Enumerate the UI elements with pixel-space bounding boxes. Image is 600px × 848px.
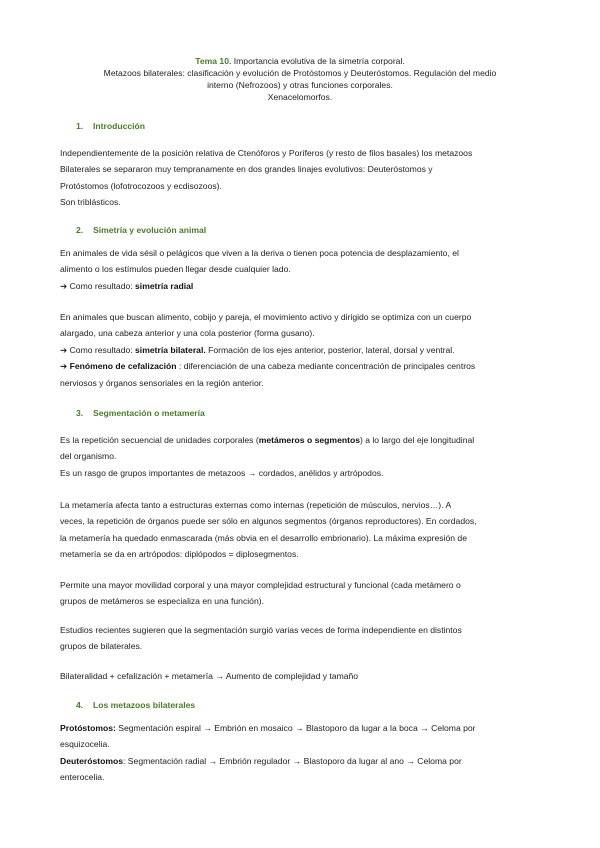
- paragraph-line: La metamería afecta tanto a estructuras externas como internas (repetición de músculos, nervios…). A: [60, 500, 452, 510]
- section-heading-segmentacion: [76, 405, 205, 421]
- header-line-4: Xenacelomorfos.: [267, 92, 333, 102]
- definition-line: [60, 432, 550, 448]
- section-heading-simetria: [76, 222, 206, 238]
- deuterostomos-line: [60, 753, 550, 769]
- definition-bold: metámeros o segmentos: [258, 435, 360, 445]
- paragraph-line: nerviosos y órganos sensoriales en la región anterior.: [60, 377, 264, 388]
- section-number: 2.: [76, 225, 84, 235]
- section-3-body-e: [60, 668, 550, 684]
- result-prefix: ➔ Como resultado:: [60, 344, 136, 355]
- section-title: Segmentación o metamería: [93, 408, 205, 418]
- section-2-body-b: [60, 309, 550, 391]
- definition-a: Es la repetición secuencial de unidades corporales (: [60, 435, 259, 445]
- section-2-body-a: [60, 245, 550, 294]
- paragraph-line: esquizocelia.: [60, 739, 110, 750]
- section-3-body-b: [60, 497, 550, 563]
- section-number: 1.: [76, 121, 84, 131]
- section-title: Simetría y evolución animal: [93, 225, 207, 235]
- deuterostomos-text: : Segmentación radial → Embrión regulador → Blastoporo da lugar al ano → Celoma por: [123, 755, 462, 766]
- definition-b: ) a lo largo del eje longitudinal: [359, 435, 475, 445]
- paragraph-line: alimento o los estímulos pueden llegar desde cualquier lado.: [60, 264, 291, 275]
- protostomos-label: Protóstomos:: [60, 723, 116, 733]
- header-line-3: interno (Nefrozoos) y otras funciones corporales.: [207, 80, 393, 90]
- section-number: 4.: [76, 700, 84, 710]
- paragraph-line: grupos de bilaterales.: [60, 641, 143, 652]
- paragraph-line: la metamería ha quedado enmascarada (más obvia en el desarrollo embrionario). La máxima expresión de: [60, 532, 467, 543]
- paragraph-line: metamería se da en artrópodos: diplópodos = diplosegmentos.: [60, 549, 299, 560]
- result-prefix: ➔ Como resultado:: [60, 280, 136, 291]
- result-rest: Formación de los ejes anterior, posterior, lateral, dorsal y ventral.: [205, 344, 455, 355]
- deuterostomos-label: Deuteróstomos: [60, 755, 124, 766]
- header-title-line: [40, 55, 560, 67]
- section-heading-introduccion: [76, 118, 145, 134]
- header-line-2: Metazoos bilaterales: clasificación y evolución de Protóstomos y Deuteróstomos. Regulación del medio: [103, 68, 497, 78]
- paragraph-line: Es un rasgo de grupos importantes de metazoos → cordados, anélidos y artrópodos.: [60, 467, 384, 478]
- paragraph-line: alargado, una cabeza anterior y una cola posterior (forma gusano).: [60, 328, 315, 339]
- paragraph-line: veces, la repetición de órganos puede ser sólo en algunos segmentos (órganos reproductores). En cordados,: [60, 516, 477, 527]
- section-4-body: [60, 720, 550, 786]
- paragraph-line: Independientemente de la posición relativa de Ctenóforos y Poríferos (y resto de filos basales) los metazoos: [60, 148, 473, 158]
- paragraph-line: En animales de vida sésil o pelágicos que viven a la deriva o tienen poca potencia de desplazamiento, el: [60, 248, 459, 258]
- tema-label: Tema 10.: [195, 56, 232, 66]
- paragraph-line: Estudios recientes sugieren que la segmentación surgió varias veces de forma independiente en distintos: [60, 625, 462, 635]
- section-3-body-c: [60, 577, 550, 610]
- paragraph-line: enterocelia.: [60, 772, 105, 783]
- protostomos-line: [60, 720, 550, 736]
- section-title: Los metazoos bilaterales: [93, 700, 196, 710]
- paragraph-line: En animales que buscan alimento, cobijo y pareja, el movimiento activo y dirigido se optimiza con un cuerpo: [60, 312, 472, 322]
- section-heading-bilaterales: [76, 697, 195, 713]
- result-radial: [60, 278, 550, 294]
- header-title: Importancia evolutiva de la simetría corporal.: [231, 56, 405, 66]
- paragraph-line: Bilaterales se separaron muy tempranamente en dos grandes linajes evolutivos: Deuteróstomos y: [60, 164, 433, 175]
- section-title: Introducción: [93, 121, 146, 131]
- section-number: 3.: [76, 408, 84, 418]
- cefalizacion-bold: ➔ Fenómeno de cefalización: [60, 361, 177, 372]
- section-3-body-a: [60, 432, 550, 481]
- cefalizacion-line: [60, 358, 550, 374]
- paragraph-line: Bilateralidad + cefalización + metamería → Aumento de complejidad y tamaño: [60, 671, 359, 681]
- paragraph-line: Permite una mayor movilidad corporal y una mayor complejidad estructural y funcional (cada metámero o: [60, 580, 461, 590]
- section-1-body: [60, 145, 550, 211]
- cefalizacion-rest: : diferenciación de una cabeza mediante concentración de principales centros: [176, 361, 476, 372]
- paragraph-line: grupos de metámeros se especializa en una función).: [60, 596, 264, 607]
- section-3-body-d: [60, 622, 550, 655]
- result-bilateral: [60, 342, 550, 358]
- protostomos-text: Segmentación espiral → Embrión en mosaico → Blastoporo da lugar a la boca → Celoma por: [115, 723, 476, 733]
- paragraph-line: Protóstomos (lofotrocozoos y ecdisozoos).: [60, 180, 222, 191]
- document-header: [40, 55, 560, 103]
- result-bold: simetría radial: [135, 280, 194, 291]
- paragraph-line: Son triblásticos.: [60, 197, 121, 208]
- paragraph-line: del organismo.: [60, 451, 117, 462]
- result-bold: simetría bilateral.: [135, 344, 206, 355]
